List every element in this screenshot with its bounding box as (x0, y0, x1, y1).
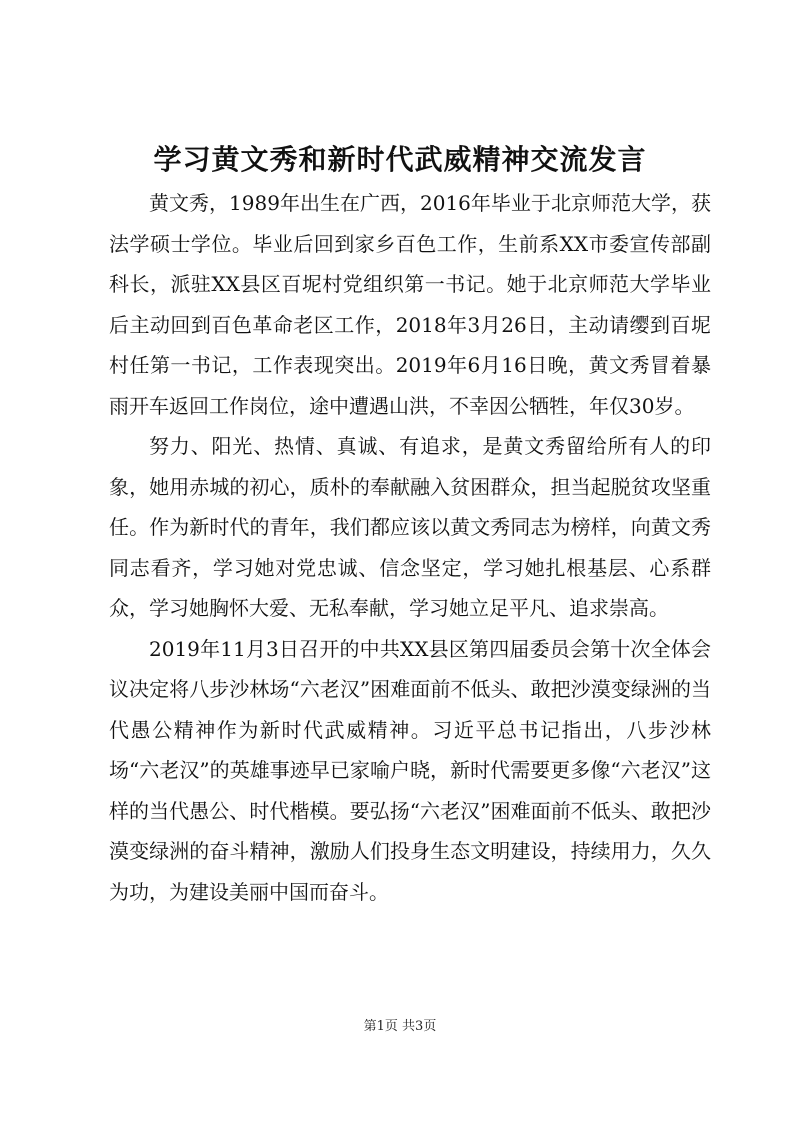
document-body (109, 183, 711, 912)
paragraph-3: 2019年11月3日召开的中共XX县区第四届委员会第十次全体会议决定将八步沙林场“六老汉”困难面前不低头、敢把沙漠变绿洲的当代愚公精神作为新时代武威精神。习近平总书记指出，八步沙林场“六老汉”的英雄事迹早已家喻户晓，新时代需要更多像“六老汉”这样的当代愚公、时代楷模。要弘扬“六老汉”困难面前不低头、敢把沙漠变绿洲的奋斗精神，激励人们投身生态文明建设，持续用力，久久为功，为建设美丽中国而奋斗。 (109, 636, 711, 904)
document-title: 学习黄文秀和新时代武威精神交流发言 (153, 143, 647, 176)
paragraph-2: 努力、阳光、热情、真诚、有追求，是黄文秀留给所有人的印象，她用赤城的初心，质朴的奉献融入贫困群众，担当起脱贫攻坚重任。作为新时代的青年，我们都应该以黄文秀同志为榜样，向黄文秀同志看齐，学习她对党忠诚、信念坚定，学习她扎根基层、心系群众，学习她胸怀大爱、无私奉献，学习她立足平凡、追求崇高。 (109, 434, 711, 620)
page-number-footer: 第1页 共3页 (363, 1019, 437, 1034)
paragraph-1: 黄文秀，1989年出生在广西，2016年毕业于北京师范大学，获法学硕士学位。毕业后回到家乡百色工作，生前系XX市委宣传部副科长，派驻XX县区百坭村党组织第一书记。她于北京师范大学毕业后主动回到百色革命老区工作，2018年3月26日，主动请缨到百坭村任第一书记，工作表现突出。2019年6月16日晚，黄文秀冒着暴雨开车返回工作岗位，途中遭遇山洪，不幸因公牺牲，年仅30岁。 (109, 191, 711, 418)
